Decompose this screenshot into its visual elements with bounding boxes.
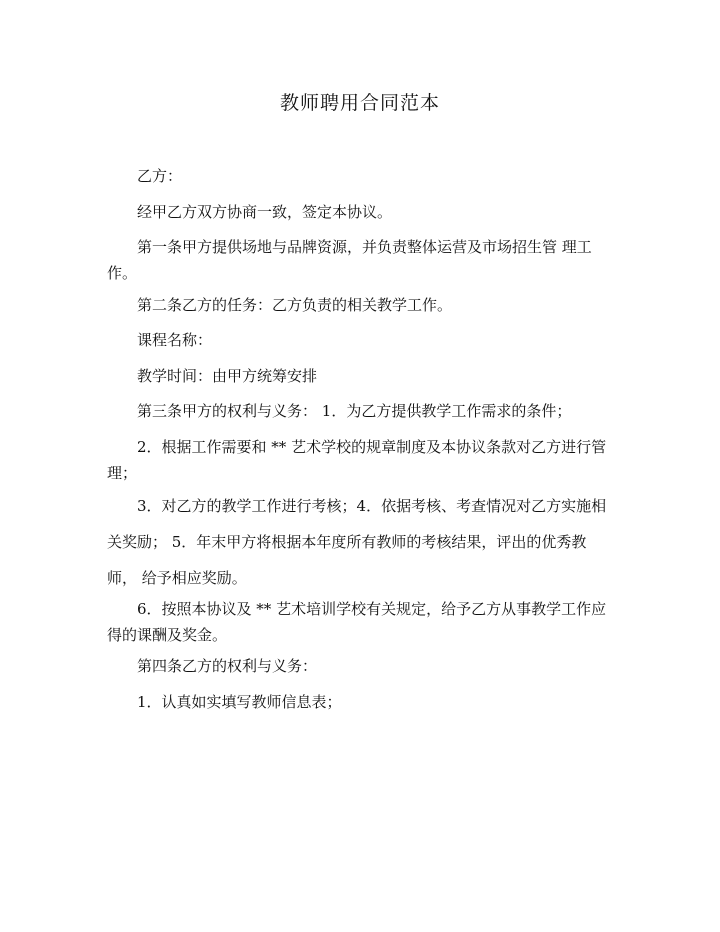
paragraph-article-3: 第三条甲方的权利与义务： 1．为乙方提供教学工作需求的条件；	[137, 402, 572, 420]
paragraph-item-2: 2．根据工作需要和 ** 艺术学校的规章制度及本协议条款对乙方进行管理；	[107, 438, 607, 482]
paragraph-item-3-5: 3．对乙方的教学工作进行考核；4．依据考核、考查情况对乙方实施相关奖励； 5．年末甲方将根据本年度所有教师的考核结果，评出的优秀教师， 给予相应奖励。	[107, 497, 607, 587]
paragraph-course-name: 课程名称：	[137, 331, 213, 349]
paragraph-article-2: 第二条乙方的任务：乙方负责的相关教学工作。	[137, 296, 453, 314]
paragraph-item-6: 6．按照本协议及 ** 艺术培训学校有关规定，给予乙方从事教学工作应得的课酬及奖金。	[107, 600, 607, 644]
paragraph-article-4-item-1: 1．认真如实填写教师信息表；	[137, 693, 342, 711]
paragraph-article-1: 第一条甲方提供场地与品牌资源，并负责整体运营及市场招生管 理工作。	[107, 238, 592, 282]
document-title: 教师聘用合同范本	[279, 92, 440, 114]
paragraph-agreement: 经甲乙方双方协商一致，签定本协议。	[137, 203, 393, 221]
paragraph-article-4: 第四条乙方的权利与义务：	[137, 657, 318, 675]
paragraph-teaching-time: 教学时间：由甲方统筹安排	[137, 367, 318, 385]
paragraph-party-b: 乙方：	[137, 167, 183, 185]
